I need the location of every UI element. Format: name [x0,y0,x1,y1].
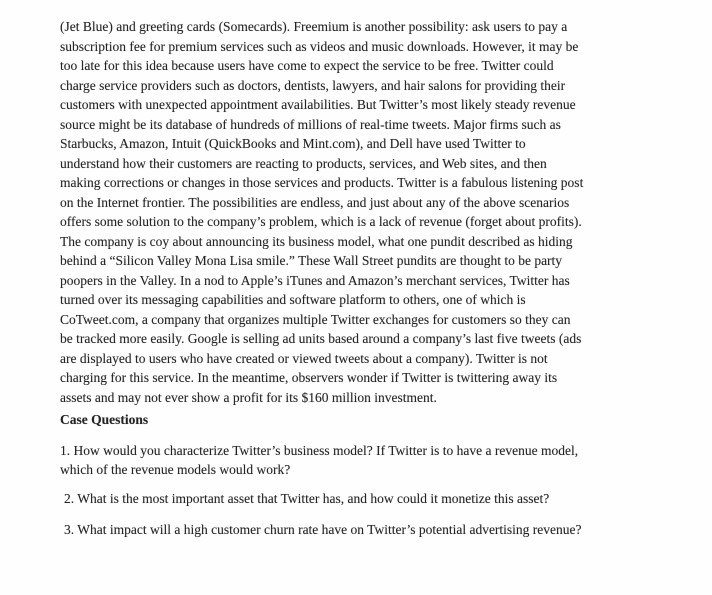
body-text-line: The company is coy about announcing its business model, what one pundit described as hiding [60,233,573,249]
body-text-line: poopers in the Valley. In a nod to Apple’s iTunes and Amazon’s merchant services, Twitter has [60,272,570,288]
body-text-line: making corrections or changes in those services and products. Twitter is a fabulous listening post [60,175,584,190]
question-text-line: 2. What is the most important asset that Twitter has, and how could it monetize this asset? [64,490,550,506]
body-text-line: Starbucks, Amazon, Intuit (QuickBooks and Mint.com), and Dell have used Twitter to [60,136,526,151]
body-text-line: offers some solution to the company’s problem, which is a lack of revenue (forget about profits). [60,214,582,229]
body-text-line: be tracked more easily. Google is selling ad units based around a company’s last five tweets (ads [60,331,582,346]
body-text-line: subscription fee for premium services such as videos and music downloads. However, it may be [60,38,579,54]
body-text-line: CoTweet.com, a company that organizes multiple Twitter exchanges for customers so they can [60,311,571,327]
body-text-line: source might be its database of hundreds of millions of real-time tweets. Major firms such as [60,116,561,132]
body-text-line: behind a “Silicon Valley Mona Lisa smile.” These Wall Street pundits are thought to be party [60,253,563,268]
body-text-line: too late for this idea because users have come to expect the service to be free. Twitter could [60,58,554,73]
case-questions-heading: Case Questions [60,412,149,427]
body-text-line: assets and may not ever show a profit for its $160 million investment. [60,389,437,405]
question-item-2 [60,489,664,509]
body-text-line: turned over its messaging capabilities and software platform to others, one of which is [60,292,526,307]
case-body-paragraph [60,17,664,407]
body-text-line: are displayed to users who have created or viewed tweets about a company). Twitter is not [60,350,548,366]
body-text-line: (Jet Blue) and greeting cards (Somecards). Freemium is another possibility: ask users to pay a [60,19,568,34]
question-text-line: which of the revenue models would work? [60,462,291,477]
question-text-line: 3. What impact will a high customer churn rate have on Twitter’s potential advertising revenue? [64,522,582,537]
question-item-3 [60,520,664,540]
body-text-line: charging for this service. In the meantime, observers wonder if Twitter is twittering away its [60,370,558,385]
body-text-line: customers with unexpected appointment availabilities. But Twitter’s most likely steady revenue [60,97,576,112]
body-text-line: charge service providers such as doctors, dentists, lawyers, and hair salons for providing their [60,77,566,93]
question-item-1 [60,441,664,480]
body-text-line: on the Internet frontier. The possibilities are endless, and just about any of the above scenarios [60,194,570,210]
body-text-line: understand how their customers are reacting to products, services, and Web sites, and then [60,155,547,171]
question-text-line: 1. How would you characterize Twitter’s business model? If Twitter is to have a revenue model, [60,442,579,458]
